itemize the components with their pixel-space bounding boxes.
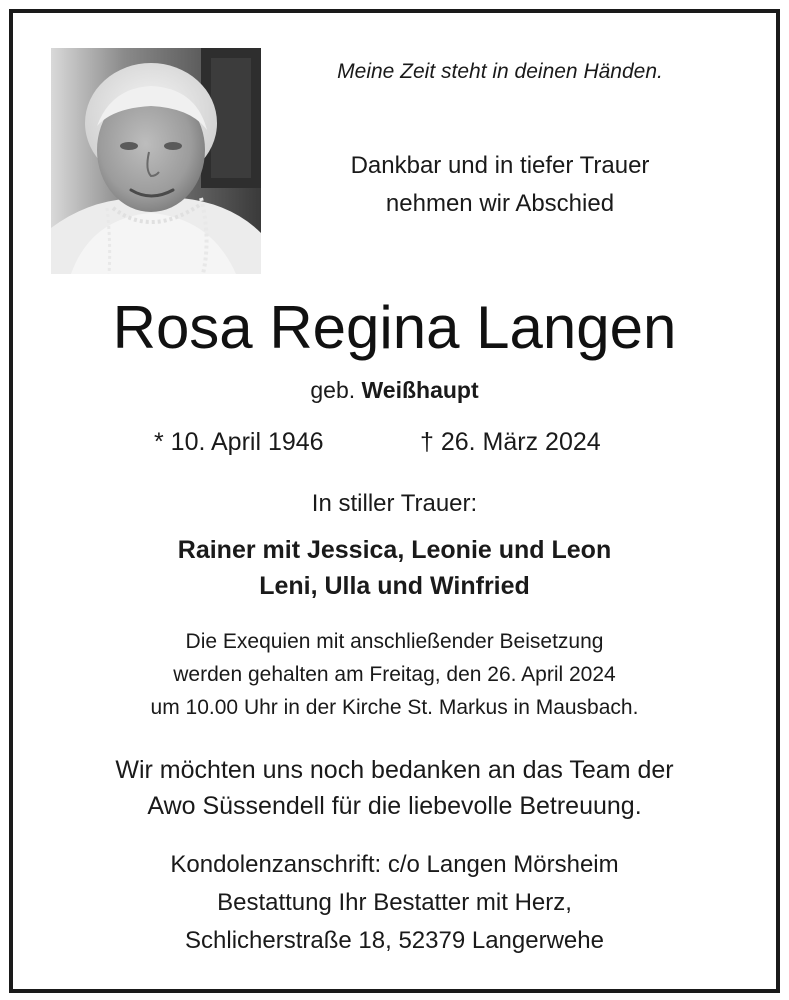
family-line-2: Leni, Ulla und Winfried (259, 572, 530, 600)
condolence-line-3: Schlicherstraße 18, 52379 Langerwehe (185, 927, 604, 954)
farewell-line-1: Dankbar und in tiefer Trauer (350, 152, 650, 179)
mourning-intro: In stiller Trauer: (311, 490, 478, 517)
family-line-1: Rainer mit Jessica, Leonie und Leon (177, 536, 612, 564)
farewell-line-2: nehmen wir Abschied (385, 190, 615, 217)
service-line-2: werden gehalten am Freitag, den 26. April 2024 (173, 663, 616, 686)
service-line-1: Die Exequien mit anschließender Beisetzung (185, 630, 604, 653)
motto-quote: Meine Zeit steht in deinen Händen. (337, 60, 663, 83)
death-date: † 26. März 2024 (420, 428, 601, 456)
deceased-name: Rosa Regina Langen (112, 294, 677, 361)
condolence-line-1: Kondolenzanschrift: c/o Langen Mörsheim (170, 851, 619, 878)
maiden-name-line (0, 374, 789, 406)
service-line-3: um 10.00 Uhr in der Kirche St. Markus in Mausbach. (150, 696, 639, 719)
maiden-surname: Weißhaupt (361, 377, 479, 403)
thanks-line-2: Awo Süssendell für die liebevolle Betreuung. (147, 792, 642, 820)
portrait-photo (51, 48, 261, 274)
condolence-line-2: Bestattung Ihr Bestatter mit Herz, (217, 889, 572, 916)
birth-date: * 10. April 1946 (154, 428, 324, 456)
maiden-prefix: geb. (310, 377, 356, 403)
thanks-line-1: Wir möchten uns noch bedanken an das Team der (115, 756, 674, 784)
